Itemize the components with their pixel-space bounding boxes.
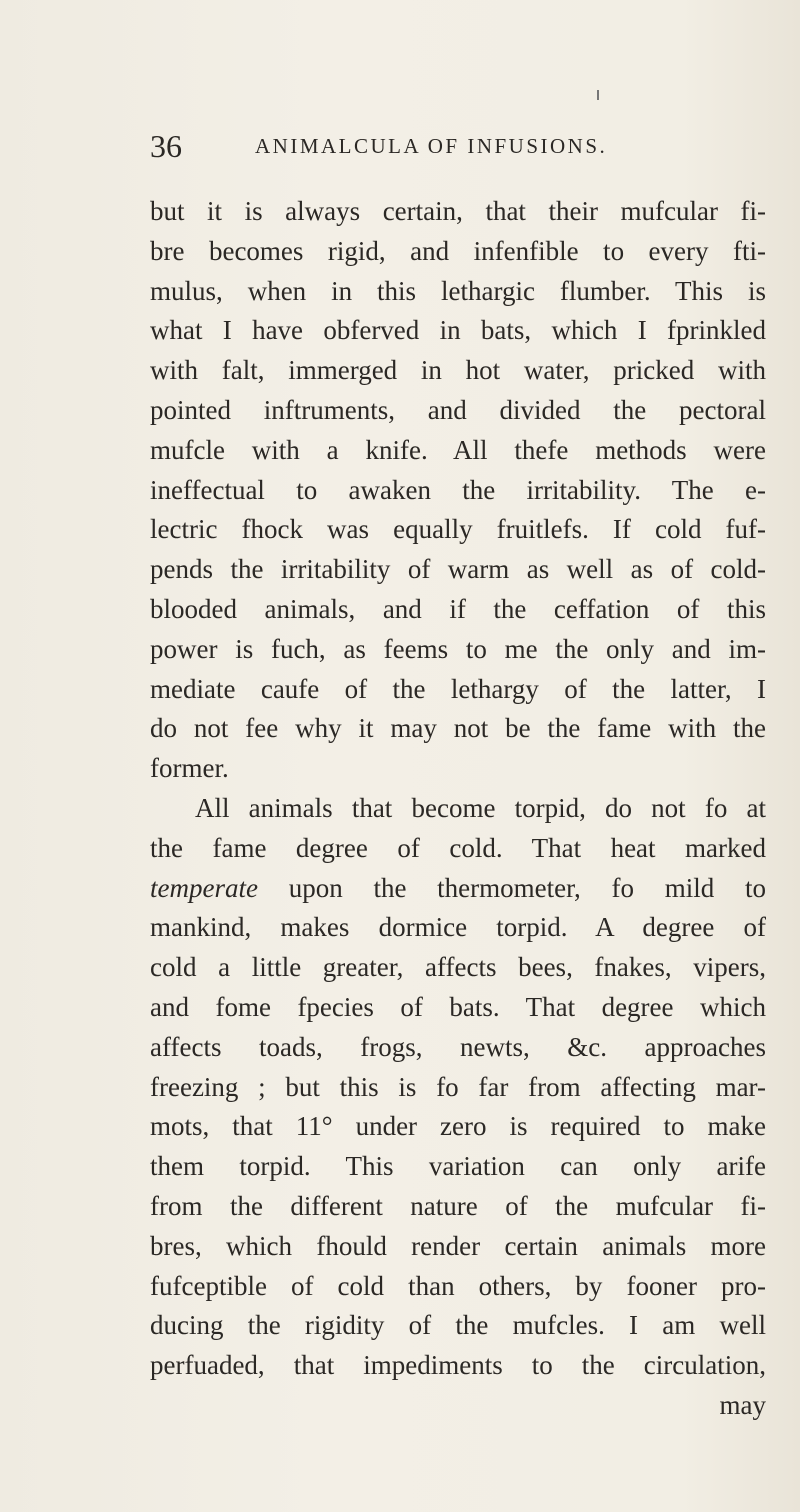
page-header <box>150 128 760 168</box>
italic-term: temperate <box>150 872 258 903</box>
text-line: do not fee why it may not be the fame with the <box>150 713 766 744</box>
text-line: and fome fpecies of bats. That degree which <box>150 991 766 1022</box>
text-line: bres, which fhould render certain animals more <box>150 1230 766 1261</box>
text-line: ducing the rigidity of the mufcles. I am well <box>150 1310 766 1341</box>
text-line: ineffectual to awaken the irritability. The e- <box>150 474 766 505</box>
text-line-with-italic <box>150 869 766 909</box>
text-line: what I have obferved in bats, which I fprinkled <box>150 315 766 346</box>
page-number: 36 <box>150 128 182 164</box>
text-line: with falt, immerged in hot water, pricked with <box>150 355 766 386</box>
text-line: cold a little greater, affects bees, fnakes, vipers, <box>150 952 766 983</box>
text-line: fufceptible of cold than others, by fooner pro- <box>150 1270 766 1301</box>
running-head: ANIMALCULA OF INFUSIONS. <box>255 134 608 158</box>
text-line: bre becomes rigid, and infenfible to every fti- <box>150 235 766 266</box>
text-line: mots, that 11° under zero is required to make <box>150 1111 766 1142</box>
text-line: but it is always certain, that their mufcular fi- <box>150 196 766 226</box>
text-line: blooded animals, and if the ceffation of this <box>150 593 766 624</box>
text-line: pointed inftruments, and divided the pectoral <box>150 394 766 425</box>
text-line: them torpid. This variation can only arife <box>150 1151 766 1182</box>
text-line: pends the irritability of warm as well as of cold- <box>150 554 766 585</box>
text-line: mediate caufe of the lethargy of the latter, I <box>150 673 766 704</box>
text-line: the fame degree of cold. That heat marked <box>150 832 766 863</box>
text-line: mufcle with a knife. All thefe methods were <box>150 434 766 465</box>
text-line: power is fuch, as feems to me the only and im- <box>150 633 766 664</box>
text-line: former. <box>150 753 229 784</box>
text-line: from the different nature of the mufcular fi- <box>150 1190 766 1221</box>
text-line: freezing ; but this is fo far from affecting mar- <box>150 1071 766 1102</box>
paragraph-start-line: All animals that become torpid, do not fo at <box>195 792 766 823</box>
catchword: may <box>719 1389 766 1420</box>
text-line-rest: upon the thermometer, fo mild to <box>288 872 767 903</box>
text-line: mankind, makes dormice torpid. A degree of <box>150 912 766 943</box>
text-line: perfuaded, that impediments to the circulation, <box>150 1350 766 1381</box>
print-mark <box>597 90 599 100</box>
text-line: mulus, when in this lethargic flumber. This is <box>150 275 766 306</box>
body-text <box>150 192 766 1426</box>
text-line: affects toads, frogs, newts, &c. approaches <box>150 1031 766 1062</box>
text-line: lectric fhock was equally fruitlefs. If cold fuf- <box>150 514 766 545</box>
